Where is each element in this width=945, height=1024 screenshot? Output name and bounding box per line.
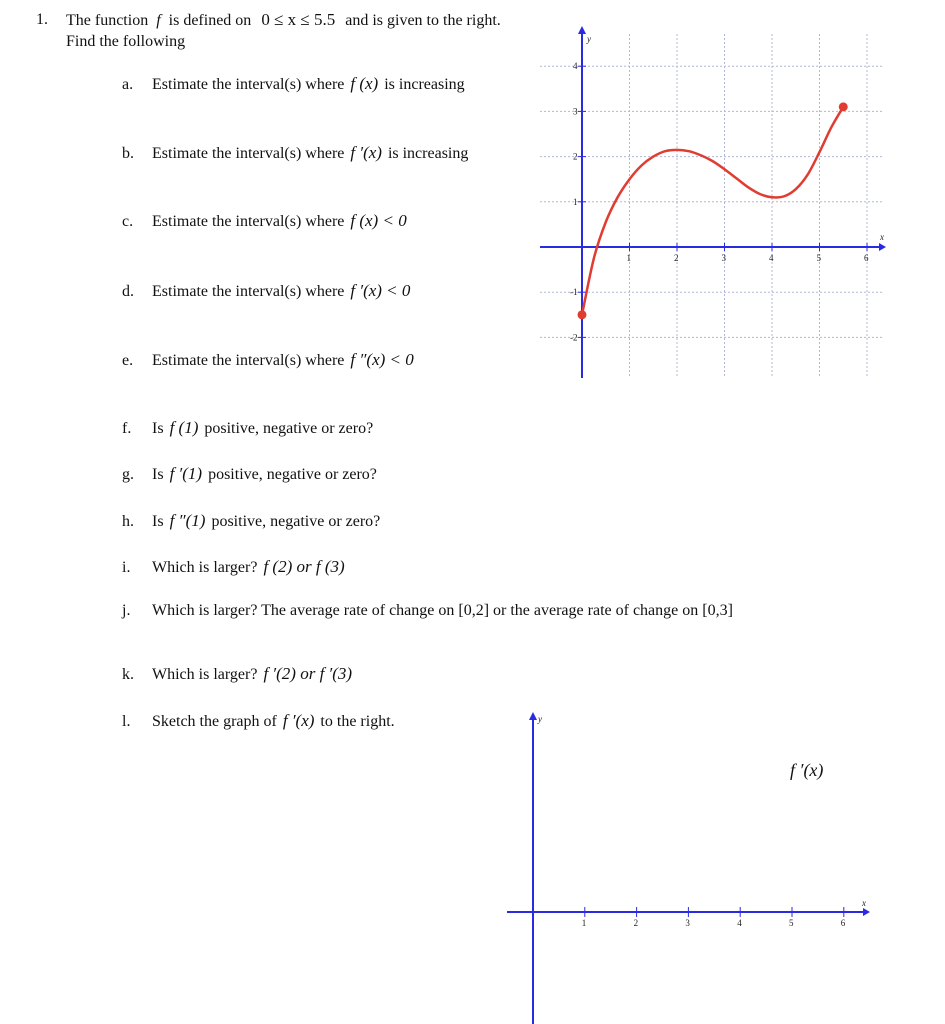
question-letter: b.: [122, 145, 134, 162]
question-text: Estimate the interval(s) where: [152, 352, 345, 369]
x-tick-2-label: 6: [840, 918, 846, 928]
question-letter: g.: [122, 466, 134, 483]
question-suffix: is increasing: [387, 145, 469, 162]
question-text: Which is larger?: [152, 666, 258, 683]
question-text: Is: [152, 466, 164, 483]
question-letter: a.: [122, 76, 134, 93]
question-text: Which is larger?: [152, 559, 258, 576]
x-tick-label: 2: [674, 253, 679, 263]
derivative-graph-label: f ′(x): [790, 760, 824, 780]
y-axis-2-label: y: [538, 714, 542, 724]
question-letter: h.: [122, 513, 134, 530]
y-axis-arrow: [578, 26, 586, 34]
question-suffix: is increasing: [384, 76, 465, 93]
question-letter: i.: [122, 559, 131, 576]
x-axis-label: x: [880, 232, 884, 242]
question-suffix: to the right.: [320, 713, 395, 730]
question-text: Is: [152, 513, 164, 530]
question-expression: f ′(x): [350, 143, 382, 162]
x-tick-2-label: 1: [581, 918, 587, 928]
x-axis-2-arrow: [863, 908, 870, 916]
line1-mid: is defined on: [168, 12, 252, 29]
question-expression: f ′(2) or f ′(3): [263, 664, 353, 683]
x-axis-2-label: x: [862, 898, 866, 908]
question-expression: f ″(1): [169, 511, 206, 530]
line1-post: and is given to the right.: [345, 12, 501, 29]
question-text: Is: [152, 420, 164, 437]
x-tick-2-label: 3: [685, 918, 690, 928]
question-suffix: positive, negative or zero?: [211, 513, 381, 530]
question-text: Estimate the interval(s) where: [152, 76, 345, 93]
question-expression: f ″(x) < 0: [350, 350, 414, 369]
y-tick-label: -1: [570, 287, 578, 298]
question-letter: c.: [122, 213, 134, 230]
question-text: Which is larger? The average rate of change on [0,2] or the average rate of change on [0,3]: [152, 602, 733, 619]
curve-endpoint: [839, 102, 848, 111]
x-tick-2-label: 5: [789, 918, 794, 928]
y-tick-label: 1: [573, 196, 578, 207]
y-tick-label: 2: [573, 151, 578, 162]
x-tick-2-label: 4: [737, 918, 742, 928]
x-tick-label: 4: [769, 253, 774, 263]
y-tick-label: 3: [573, 106, 578, 117]
x-tick-label: 1: [626, 253, 631, 263]
y-axis-2-arrow: [529, 712, 537, 720]
x-tick-label: 5: [816, 253, 821, 263]
f-curve: [582, 107, 843, 315]
problem-number: 1.: [36, 11, 48, 28]
domain-expression: 0 ≤ x ≤ 5.5: [261, 10, 336, 29]
problem-statement-line2: Find the following: [66, 33, 186, 50]
question-expression: f (1): [169, 418, 199, 437]
question-letter: j.: [122, 602, 131, 619]
question-letter: d.: [122, 283, 134, 300]
x-tick-label: 6: [864, 253, 869, 263]
curve-endpoint: [578, 310, 587, 319]
question-text: Sketch the graph of: [152, 713, 277, 730]
x-tick-2-label: 2: [633, 918, 639, 928]
y-tick-label: 4: [573, 61, 578, 72]
question-letter: k.: [122, 666, 134, 683]
x-axis-arrow: [879, 243, 886, 251]
y-tick-label: -2: [570, 332, 578, 343]
question-expression: f (x) < 0: [350, 211, 407, 230]
function-name: f: [156, 12, 161, 29]
question-text: Estimate the interval(s) where: [152, 145, 345, 162]
question-expression: f ′(1): [169, 464, 203, 483]
question-suffix: positive, negative or zero?: [208, 466, 377, 483]
question-text: Estimate the interval(s) where: [152, 283, 345, 300]
question-letter: l.: [122, 713, 131, 730]
question-expression: f (x): [350, 74, 379, 93]
question-suffix: positive, negative or zero?: [204, 420, 374, 437]
x-tick-label: 3: [721, 253, 726, 263]
question-expression: f ′(x) < 0: [350, 281, 411, 300]
line1-pre: The function: [66, 12, 149, 29]
question-expression: f (2) or f (3): [263, 557, 345, 576]
question-text: Estimate the interval(s) where: [152, 213, 345, 230]
question-letter: f.: [122, 420, 132, 437]
y-axis-label: y: [587, 34, 591, 44]
question-expression: f ′(x): [282, 711, 315, 730]
question-letter: e.: [122, 352, 134, 369]
